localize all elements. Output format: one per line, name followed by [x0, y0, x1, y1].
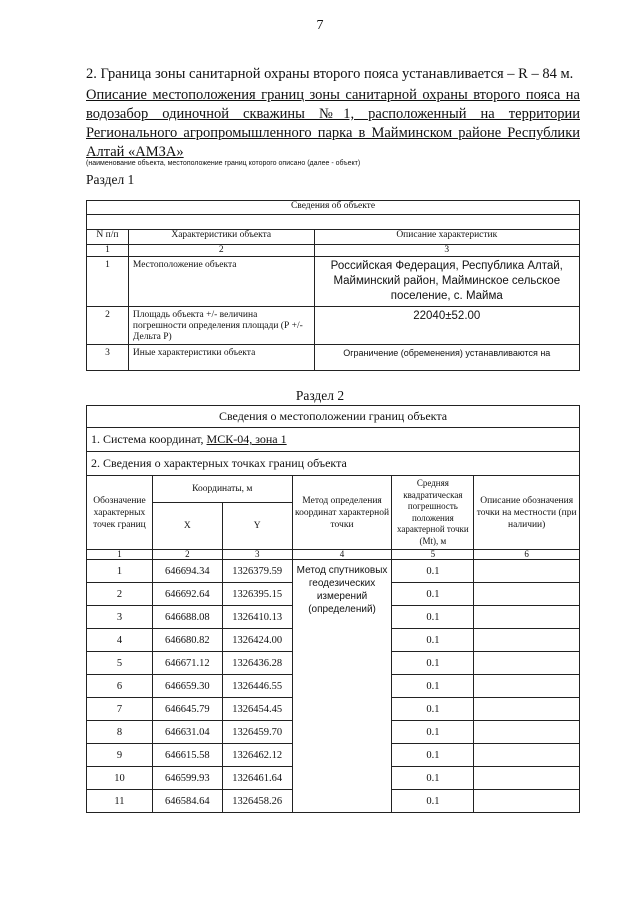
paragraph-zone-boundary: 2. Граница зоны санитарной охраны второго пояса устанавливается – R – 84 м. [86, 66, 574, 82]
point-number: 11 [87, 790, 153, 813]
point-number: 5 [87, 652, 153, 675]
point-description [474, 629, 580, 652]
table-title: Сведения об объекте [87, 201, 580, 215]
point-number: 8 [87, 721, 153, 744]
point-accuracy: 0.1 [392, 560, 474, 583]
characteristic-cell: Иные характеристики объекта [128, 345, 314, 371]
description-cell: Ограничение (обременения) устанавливаются на [314, 345, 579, 371]
point-y: 1326410.13 [222, 606, 292, 629]
page-number: 7 [316, 18, 324, 33]
column-number: 3 [314, 245, 579, 257]
row-number: 2 [87, 307, 129, 345]
point-x: 646680.82 [152, 629, 222, 652]
header-designation: Обозначение характерных точек границ [87, 476, 153, 550]
point-accuracy: 0.1 [392, 606, 474, 629]
point-number: 4 [87, 629, 153, 652]
point-description [474, 698, 580, 721]
point-y: 1326395.15 [222, 583, 292, 606]
column-number: 2 [128, 245, 314, 257]
header-cell: N п/п [87, 230, 129, 245]
header-accuracy: Средняя квадратическая погрешность положения характерной точки (Мt), м [392, 476, 474, 550]
characteristic-cell: Местоположение объекта [128, 257, 314, 307]
point-y: 1326446.55 [222, 675, 292, 698]
point-description [474, 767, 580, 790]
description-caption: (наименование объекта, местоположение границ которого описано (далее - объект) [86, 160, 361, 167]
column-number: 2 [152, 550, 222, 560]
description-line: Алтай «АМЗА» [86, 144, 184, 160]
point-accuracy: 0.1 [392, 652, 474, 675]
point-accuracy: 0.1 [392, 675, 474, 698]
point-row [87, 560, 580, 583]
point-y: 1326461.64 [222, 767, 292, 790]
point-accuracy: 0.1 [392, 790, 474, 813]
header-x: X [152, 503, 222, 550]
description-cell: 22040±52.00 [314, 307, 579, 345]
point-accuracy: 0.1 [392, 744, 474, 767]
points-section-title: 2. Сведения о характерных точках границ объекта [87, 452, 580, 476]
coordinate-system-value: МСК-04, зона 1 [206, 432, 287, 446]
header-method: Метод определения координат характерной точки [292, 476, 392, 550]
point-x: 646615.58 [152, 744, 222, 767]
characteristic-cell: Площадь объекта +/- величина погрешности определения площади (Р +/- Дельта Р) [128, 307, 314, 345]
point-accuracy: 0.1 [392, 583, 474, 606]
point-y: 1326462.12 [222, 744, 292, 767]
column-number: 4 [292, 550, 392, 560]
point-accuracy: 0.1 [392, 767, 474, 790]
header-description: Описание обозначения точки на местности (при наличии) [474, 476, 580, 550]
point-number: 1 [87, 560, 153, 583]
header-cell: Характеристики объекта [128, 230, 314, 245]
point-x: 646688.08 [152, 606, 222, 629]
table-title: Сведения о местоположении границ объекта [87, 406, 580, 428]
coordinate-system [87, 428, 580, 452]
description-cell: Российская Федерация, Республика Алтай, Майминский район, Майминское сельское поселение, с. Майма [314, 257, 579, 307]
point-description [474, 675, 580, 698]
point-description [474, 744, 580, 767]
point-x: 646645.79 [152, 698, 222, 721]
row-number: 1 [87, 257, 129, 307]
point-number: 10 [87, 767, 153, 790]
point-x: 646659.30 [152, 675, 222, 698]
point-number: 6 [87, 675, 153, 698]
point-x: 646694.34 [152, 560, 222, 583]
point-y: 1326459.70 [222, 721, 292, 744]
point-y: 1326458.26 [222, 790, 292, 813]
boundary-points-table [86, 405, 580, 813]
point-number: 2 [87, 583, 153, 606]
point-y: 1326379.59 [222, 560, 292, 583]
method-cell: Метод спутниковых геодезических измерений (определений) [292, 560, 392, 813]
column-number: 1 [87, 550, 153, 560]
point-description [474, 790, 580, 813]
point-number: 7 [87, 698, 153, 721]
point-x: 646692.64 [152, 583, 222, 606]
column-number: 3 [222, 550, 292, 560]
point-accuracy: 0.1 [392, 721, 474, 744]
header-cell: Описание характеристик [314, 230, 579, 245]
description-line: Описание местоположения границ зоны санитарной охраны второго пояса на [86, 87, 580, 103]
point-accuracy: 0.1 [392, 698, 474, 721]
table-spacer-row [87, 215, 580, 230]
point-y: 1326424.00 [222, 629, 292, 652]
point-y: 1326436.28 [222, 652, 292, 675]
point-x: 646631.04 [152, 721, 222, 744]
point-accuracy: 0.1 [392, 629, 474, 652]
row-number: 3 [87, 345, 129, 371]
column-number: 1 [87, 245, 129, 257]
column-number: 5 [392, 550, 474, 560]
points-body [87, 560, 580, 813]
point-description [474, 583, 580, 606]
object-info-table [86, 200, 580, 371]
point-y: 1326454.45 [222, 698, 292, 721]
point-number: 9 [87, 744, 153, 767]
point-description [474, 560, 580, 583]
header-coordinates: Координаты, м [152, 476, 292, 503]
description-line: Регионального агропромышленного парка в Майминском районе Республики [86, 125, 580, 141]
point-x: 646599.93 [152, 767, 222, 790]
point-x: 646584.64 [152, 790, 222, 813]
point-description [474, 721, 580, 744]
coordinate-system-label: 1. Система координат, [91, 432, 207, 446]
point-number: 3 [87, 606, 153, 629]
object-description [86, 86, 580, 162]
description-line: водозабор одиночной скважины №1, расположенный на территории [86, 106, 580, 122]
point-description [474, 606, 580, 629]
column-number: 6 [474, 550, 580, 560]
header-y: Y [222, 503, 292, 550]
section-1-title: Раздел 1 [86, 172, 135, 187]
point-description [474, 652, 580, 675]
point-x: 646671.12 [152, 652, 222, 675]
section-2-title: Раздел 2 [295, 388, 345, 403]
